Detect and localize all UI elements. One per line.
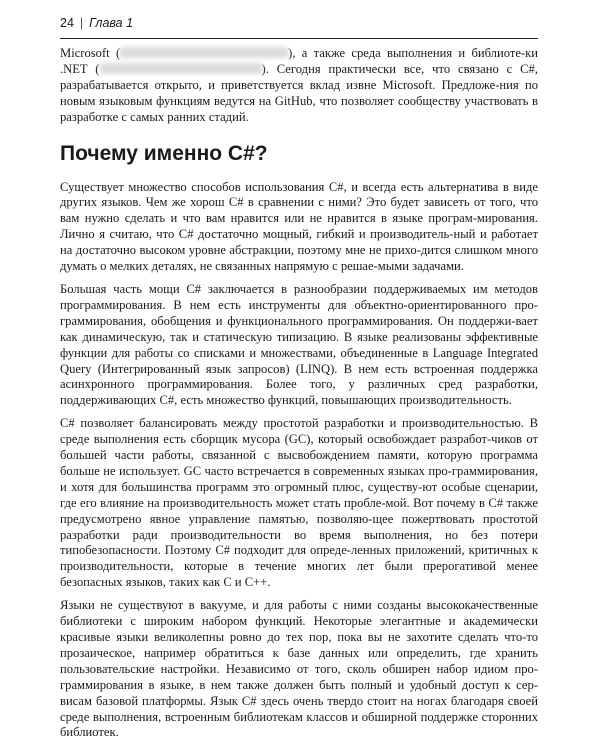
page-number: 24 [60,16,74,30]
page-body [60,46,538,748]
redacted-link-2 [100,63,262,74]
intro-text-1: Microsoft ( [60,46,121,60]
redacted-link-1 [120,47,288,58]
page-header [60,16,538,39]
paragraph-2: Большая часть мощи C# заключается в разнообразии поддерживаемых им методов программирования. В нем есть инструменты для объектно-ориентированного про-граммирования, обобщения и функционального программирования. Он поддержи-вает как динамическую, так и статическую типизацию. В языке реализованы эффективные функции для работы со списками и множествами, объединенные в Language Integrated Query (Интегрированный язык запросов) (LINQ). В нем есть встроенная поддержка асинхронного программирования. Более того, у различных сред разработки, поддерживающих C#, есть множество функций, повышающих производительность. [60,281,538,408]
paragraph-3: C# позволяет балансировать между простотой разработки и производительностью. В среде выполнения есть сборщик мусора (GC), который освобождает разработ-чиков от большей части работы, связанной с высвобождением памяти, которую программа больше не использует. GC часто встречается в современных языках про-граммирования, и хотя для большинства программ это огромный плюс, существу-ют особые сценарии, где его влияние на производительность может стать пробле-мой. Вот почему в C# также предусмотрено явное управление памятью, позволяю-щее пожертвовать простотой разработки ради производительности во время выполнения, но без потери типобезопасности. Поэтому C# подходит для опреде-ленных приложений, критичных к производительности, которые в течение многих лет были прерогативой менее безопасных языков, таких как C и C++. [60,416,538,590]
intro-paragraph [60,46,538,126]
header-separator: | [79,16,84,30]
paragraph-1: Существует множество способов использования C#, и всегда есть альтернатива в виде других языков. Чем же хорош C# в сравнении с ними? Это будет зависеть от того, что вам нужно сделать и что вам нравится или не нравится в языке програм-мирования. Лично я считаю, что C# достаточно мощный, гибкий и производитель-ный и работает на достаточно высоком уровне абстракции, поэтому мне не прихо-дится слишком много думать о мелких деталях, не связанных напрямую с решае-мыми задачами. [60,179,538,274]
chapter-title: Глава 1 [89,16,134,30]
intro-text-3: ). Сегодня практически все, что связано с C#, разрабатывается открыто, и приветствуется вклад извне Microsoft. Предложе-ния по новым языковым функциям ведутся на GitHub, что позволяет сообществу участвовать в разработке с самых ранних стадий. [60,61,539,124]
intro-text-2: ), а также среда выполнения и библиоте-ки .NET ( [60,46,538,76]
paragraph-4: Языки не существуют в вакууме, и для работы с ними созданы высококачественные библиотеки с широким набором функций. Некоторые элегантные и академически красивые языки великолепны ровно до тех пор, пока вы не захотите сделать что-то прозаическое, например обратиться к базе данных или определить, где хранить пользовательские настройки. Независимо от того, сколь обширен набор идиом про-граммирования в языке, в нем также должен быть полный и удобный доступ к сер-висам базовой платформы. Язык C# здесь очень твердо стоит на ногах благодаря своей среде выполнения, встроенным библиотекам классов и обширной поддержке сторонних библиотек. [60,598,538,740]
section-heading: Почему именно C#? [60,141,268,165]
